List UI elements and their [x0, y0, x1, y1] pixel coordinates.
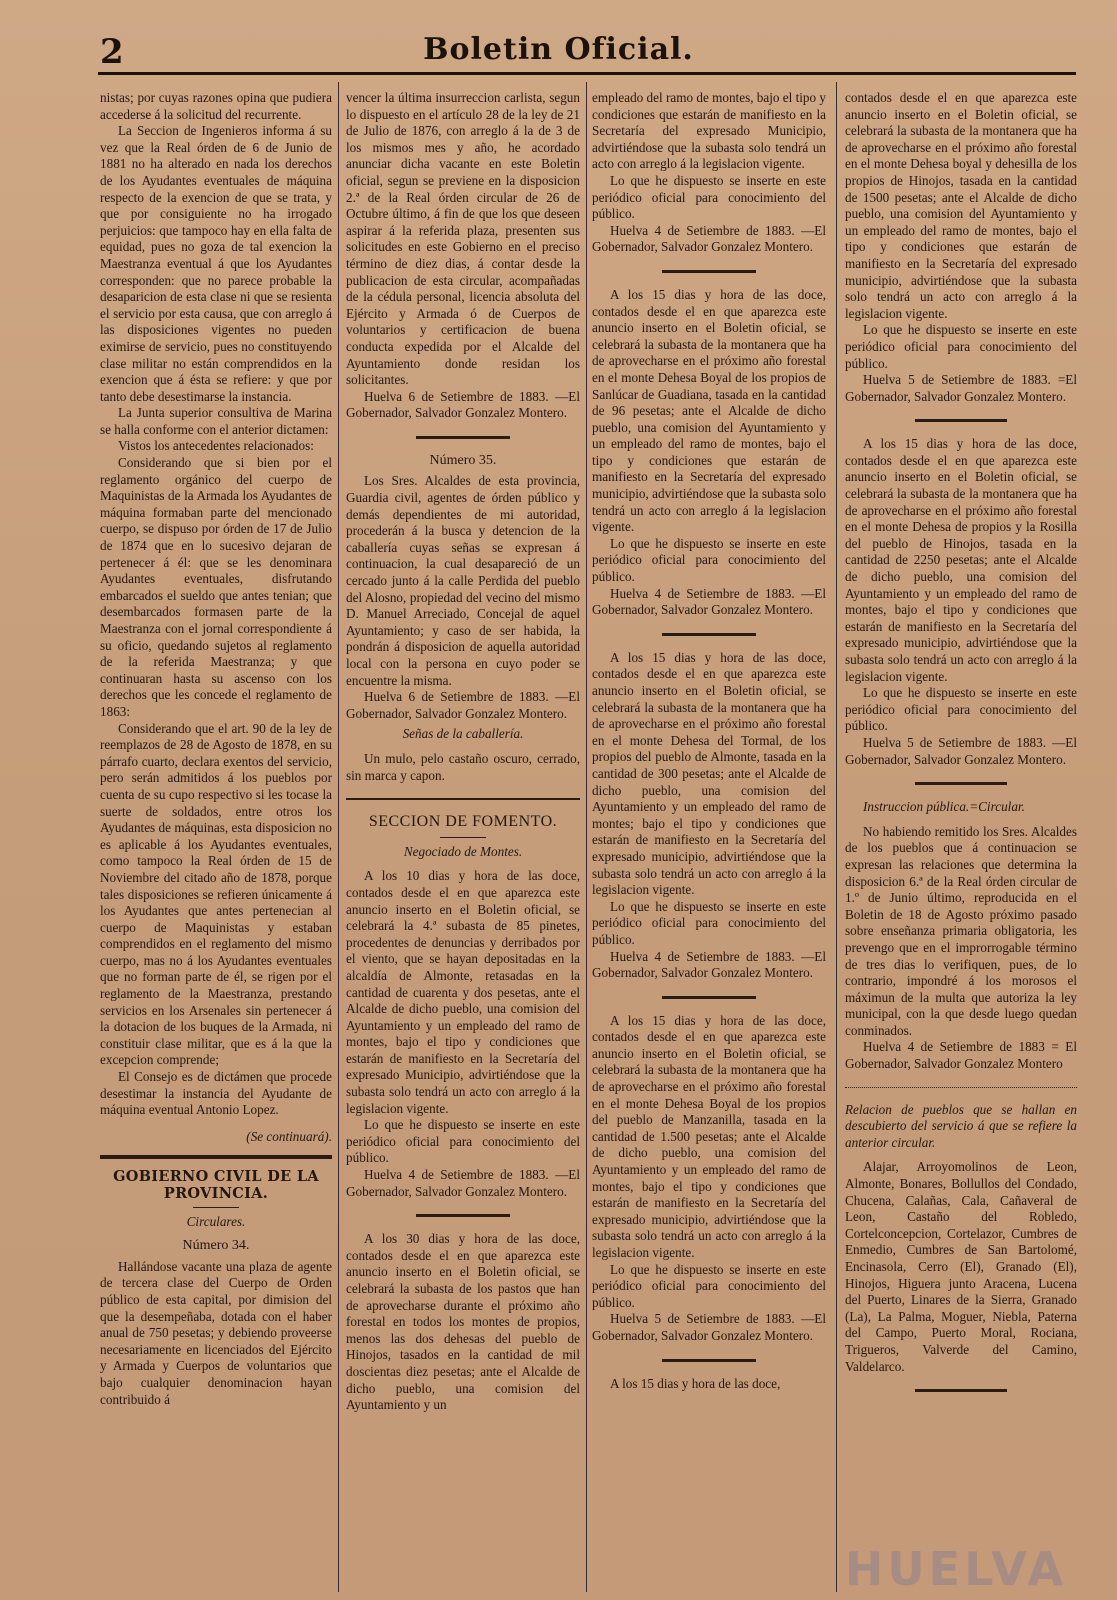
signature: Huelva 4 de Setiembre de 1883. —El Gobernador, Salvador Gonzalez Montero.	[592, 948, 826, 981]
paragraph: nistas; por cuyas razones opina que pudiera accederse á la solicitud del recurrente.	[100, 90, 332, 122]
signature: Huelva 5 de Setiembre de 1883. —El Gobernador, Salvador Gonzalez Montero.	[592, 1311, 826, 1343]
paragraph: Considerando que si bien por el reglamento orgánico del cuerpo de Maquinistas de la Armada los Ayudantes de máquina formaban parte del mencionado cuerpo, se dispuso por órden de 17 de Julio de 1874 que en lo sucesivo dejaran de pertenecer á él: que se les denominara Ayudantes eventuales, disfrutando embarcados el sueldo que antes tenian; que desembarcados formasen parte de la Maestranza con el jornal correspondiente á su oficio, quedando sujetos al reglamento de la referida Maestranza; y que continuaran hasta su ascenso con los derechos que les concede el reglamento de 1863:	[100, 455, 332, 719]
relation-heading: Relacion de pueblos que se hallan en descubierto del servicio á que se refiere la anterior circular.	[845, 1101, 1077, 1150]
separator	[662, 270, 756, 273]
column-divider	[836, 82, 837, 1592]
column-divider	[586, 82, 587, 1592]
separator	[662, 633, 756, 636]
subheading: Circulares.	[186, 1213, 246, 1229]
paragraph: El Consejo es de dictámen que procede desestimar la instancia del Ayudante de máquina eventual Antonio Lopez.	[100, 1069, 332, 1118]
section-heading: SECCION DE FOMENTO.	[368, 813, 558, 831]
paragraph: Lo que he dispuesto se inserte en este periódico oficial para conocimiento del público.	[592, 172, 826, 222]
signature: Huelva 4 de Setiembre de 1883 = El Gobernador, Salvador Gonzalez Montero	[845, 1039, 1077, 1072]
separator	[845, 1087, 1077, 1088]
separator	[416, 436, 510, 439]
subheading: Señas de la caballería.	[402, 726, 524, 742]
column-2	[346, 90, 580, 1590]
paragraph: Lo que he dispuesto se inserte en este periódico oficial para conocimiento del público.	[592, 898, 826, 947]
section-rule	[100, 1155, 332, 1159]
paragraph: Considerando que el art. 90 de la ley de reemplazos de 28 de Agosto de 1878, en su párrafo cuarto, declara exentos del servicio, pero serán admitidos á los pueblos por cuenta de su cupo respectivo si les tocase la suerte de soldados, entre otros los Ayudantes de máquinas, esta disposicion no es aplicable á los Ayudantes eventuales, como tampoco la Real órden de 15 de Noviembre del citado año de 1878, porque tales disposiciones se refieren únicamente á los Ayudantes que antes pertenecian al cuerpo de Maquinistas y estaban comprendidos en el reglamento del mismo cuerpo, mas no á los Ayudantes eventuales que no forman parte de él, se rigen por el reglamento de la Maestranza, prestando servicios en los Arsenales sin pertenecer á la dotacion de los buques de la Armada, ni constituir clase militar, que es á la que la excepcion comprende;	[100, 720, 332, 1068]
item-number: Número 34.	[182, 1238, 250, 1254]
paragraph: empleado del ramo de montes, bajo el tipo y condiciones que estarán de manifiesto en la Secretaría del expresado Municipio, advirtiéndose que la subasta solo tendrá un acto con arreglo á la legislacion vigente.	[592, 90, 826, 172]
separator	[915, 782, 1008, 785]
section-heading: GOBIERNO CIVIL DE LA PROVINCIA.	[113, 1168, 319, 1202]
separator	[662, 1359, 756, 1362]
signature: Huelva 5 de Setiembre de 1883. —El Gobernador, Salvador Gonzalez Montero.	[845, 734, 1077, 767]
signature: Huelva 5 de Setiembre de 1883. =El Gobernador, Salvador Gonzalez Montero.	[845, 372, 1077, 404]
paragraph: Hallándose vacante una plaza de agente de tercera clase del Cuerpo de Orden público de esta capital, por dimision del que la desempeñaba, dotada con el haber anual de 750 pesetas; y debiendo proveerse necesariamente en licenciados del Ejército y Armada y Cuerpos de voluntarios que bajo cualquier denominacion hayan contribuido á	[100, 1258, 332, 1407]
paragraph: No habiendo remitido los Sres. Alcaldes de los pueblos que á continuacion se expresan las relaciones que determina la disposicion 6.ª de la Real órden circular de 1.º de Junio último, reproducida en el Boletin de 18 de Agosto próximo pasado sobre enseñanza primaria obligatoria, les prevengo que en el improrrogable término de tres dias lo verifiquen, pues, de lo contrario, impondré á los morosos el máximun de la multa que autoriza la ley municipal, con la que desde luego quedan conminados.	[845, 823, 1077, 1038]
subheading: Negociado de Montes.	[403, 843, 523, 859]
paragraph: vencer la última insurreccion carlista, segun lo dispuesto en el artículo 28 de la ley de 21 de Julio de 1876, con arreglo á la de 3 de los mismos mes y año, he acordado anunciar dicha vacante en este Boletin oficial, segun se previene en la disposicion 2.ª de la Real órden circular de 26 de Octubre último, á fin de que los que deseen aspirar á la referida plaza, presenten sus solicitudes en este Gobierno en el preciso término de diez dias, á contar desde la publicacion de esta circular, acompañadas de la cédula personal, licencia absoluta del Ejército y Armada ó de Cuerpos de voluntarios y certificacion de buena conducta expedida por el Alcalde del Ayuntamiento donde residan los solicitantes.	[346, 90, 580, 388]
column-3	[592, 90, 826, 1590]
section-rule	[346, 798, 580, 800]
paragraph: A los 15 dias y hora de las doce,	[610, 1375, 781, 1391]
signature: Huelva 6 de Setiembre de 1883. —El Gobernador, Salvador Gonzalez Montero.	[346, 689, 580, 721]
paragraph: A los 15 dias y hora de las doce, contados desde el en que aparezca este anuncio inserto en el Boletin oficial, se celebrará la subasta de la montanera que ha de aprovecharse en el próximo año forestal en el monte Dehesa de propios y la Rosilla del pueblo de Hinojos, tasada en la cantidad de 2250 pesetas; ante el Alcalde de dicho pueblo, una comision del Ayuntamiento y un empleado del ramo de montes, bajo el tipo y condiciones que estarán de manifiesto en la Secretaría del expresado municipio, advirtiéndose que la subasta solo tendrá un acto con arreglo á la legislacion vigente.	[845, 436, 1077, 684]
paragraph: Lo que he dispuesto se inserte en este periódico oficial para conocimiento del público.	[845, 322, 1077, 371]
paragraph: Lo que he dispuesto se inserte en este periódico oficial para conocimiento del público.	[592, 535, 826, 585]
separator	[662, 996, 756, 999]
page-header	[0, 28, 1117, 78]
signature: Huelva 4 de Setiembre de 1883. —El Gobernador, Salvador Gonzalez Montero.	[592, 585, 826, 618]
library-stamp: HUELVA	[844, 1542, 1068, 1596]
paragraph: A los 15 dias y hora de las doce, contados desde el en que aparezca este anuncio inserto en el Boletin oficial, se celebrará la subasta de la montanera que ha de aprovecharse en el próximo año forestal en el monte Dehesa Boyal de los propios del pueblo de Manzanilla, tasada en la cantidad de 1.500 pesetas; ante el Alcalde de dicho pueblo, una comision del Ayuntamiento y un empleado del ramo de montes, bajo el tipo y condiciones que estarán de manifiesto en la Secretaría del expresado municipio, advirtiéndose que la subasta solo tendrá un acto con arreglo á la legislacion vigente.	[592, 1012, 826, 1260]
item-number: Número 35.	[429, 452, 497, 468]
heading-underline	[193, 1207, 239, 1208]
subheading: Instruccion pública.=Circular.	[863, 799, 1025, 815]
masthead-title: Boletin Oficial.	[423, 32, 694, 67]
paragraph: A los 10 dias y hora de las doce, contados desde el en que aparezca este anuncio inserto en el Boletin oficial, se celebrará la 4.ª subasta de 85 pinetes, procedentes de denuncias y derribados por el viento, que se hayan depositadas en la alcaldía de Almonte, retasadas en la cantidad de cuarenta y dos pesetas, ante el Alcalde de dicho pueblo, una comision del Ayuntamiento y un empleado del ramo de montes, bajo el tipo y condiciones que estarán de manifiesto en la Secretaría del expresado Municipio, advirtiéndose que la subasta solo tendrá un acto con arreglo á la legislacion vigente.	[346, 868, 580, 1116]
signature: Huelva 4 de Setiembre de 1883. —El Gobernador, Salvador Gonzalez Montero.	[592, 222, 826, 255]
separator	[915, 1389, 1008, 1392]
header-rule	[98, 72, 1076, 75]
separator	[915, 419, 1008, 422]
paragraph: Alajar, Arroyomolinos de Leon, Almonte, Bonares, Bollullos del Condado, Chucena, Calañas, Cala, Cañaveral de Leon, Castaño del Robledo, Cortelconcepcion, Cortelazor, Cumbres de Enmedio, Cumbres de San Bartolomé, Encinasola, Cerro (El), Granado (El), Hinojos, Higuera junto Aracena, Lucena del Puerto, Linares de la Sierra, Granado (La), La Palma, Moguer, Niebla, Paterna del Campo, Puerto Moral, Rociana, Trigueros, Valverde del Camino, Valdelarco.	[845, 1159, 1077, 1374]
paragraph: Los Sres. Alcaldes de esta provincia, Guardia civil, agentes de órden público y demás dependientes de mi autoridad, procederán á la busca y detencion de la caballería cuyas señas se expresan á continuacion, la cual desapareció de un cercado junto á la calle Perdida del pueblo del Alosno, propiedad del vecino del mismo D. Manuel Arreciado, Concejal de aquel Ayuntamiento; y caso de ser habida, la pondrán á disposicion de aquella autoridad local con la persona en cuyo poder se encuentre la misma.	[346, 473, 580, 688]
signature: Huelva 6 de Setiembre de 1883. —El Gobernador, Salvador Gonzalez Montero.	[346, 388, 580, 421]
heading-underline	[440, 837, 487, 838]
paragraph: Lo que he dispuesto se inserte en este periódico oficial para conocimiento del público.	[346, 1117, 580, 1166]
column-4	[845, 90, 1077, 1590]
paragraph: La Seccion de Ingenieros informa á su vez que la Real órden de 6 de Junio de 1881 no ha alterado en nada los derechos de los Ayudantes eventuales de máquina respecto de la exencion de que se trata, y que por consiguiente no ha irrogado perjuicios: que tampoco hay en ella falta de equidad, pues no goza de tal exencion la Maestranza eventual á que los Ayudantes corresponden: que no parece probable la desaparicion de esta clase ni que se resienta el servicio por esta causa, que con arreglo á las disposiciones vigentes no pueden eximirse de servicio, pues no constituyendo clase militar no están comprendidos en la exencion que á ésta se refiere: y que por tanto debe desestimarse la instancia.	[100, 123, 332, 404]
signature: Huelva 4 de Setiembre de 1883. —El Gobernador, Salvador Gonzalez Montero.	[346, 1167, 580, 1199]
paragraph: Lo que he dispuesto se inserte en este periódico oficial para conocimiento del público.	[592, 1261, 826, 1310]
column-divider	[338, 82, 339, 1592]
paragraph: Lo que he dispuesto se inserte en este periódico oficial para conocimiento del público.	[845, 685, 1077, 734]
column-1	[100, 90, 332, 1590]
paragraph: contados desde el en que aparezca este anuncio inserto en el Boletin oficial, se celebrará la subasta de la montanera que ha de aprovecharse en el próximo año forestal en el monte Dehesa boyal y dehesilla de los propios de Hinojos, tasada en la cantidad de 1500 pesetas; ante el Alcalde de dicho pueblo, una comision del Ayuntamiento y un empleado del ramo de montes, bajo el tipo y condiciones que estarán de manifiesto en la Secretaría del expresado municipio, advirtiéndose que la subasta solo tendrá un acto con arreglo á la legislacion vigente.	[845, 90, 1077, 321]
page-number: 2	[100, 32, 124, 72]
paragraph: A los 30 dias y hora de las doce, contados desde el en que aparezca este anuncio inserto en el Boletin oficial, se celebrará la subasta de los pastos que han de aprovecharse durante el próximo año forestal en todos los montes de propios, menos las dos dehesas del pueblo de Hinojos, tasados en la cantidad de mil doscientas diez pesetas; ante el Alcalde de dicho pueblo, una comision del Ayuntamiento y un	[346, 1231, 580, 1413]
paragraph: Un mulo, pelo castaño oscuro, cerrado, sin marca y capon.	[346, 750, 580, 783]
separator	[416, 1214, 510, 1217]
paragraph: A los 15 dias y hora de las doce, contados desde el en que aparezca este anuncio inserto en el Boletin oficial, se celebrará la subasta de la montanera que ha de aprovecharse en el próximo año forestal en el monte Dehesa del Tormal, de los propios del pueblo de Almonte, tasada en la cantidad de 300 pesetas; ante el Alcalde de dicho pueblo, una comision del Ayuntamiento y un empleado del ramo de montes; bajo el tipo y condiciones que estarán de manifiesto en la Secretaría del expresado municipio, advirtiéndose que la subasta solo tendrá un acto con arreglo á la legislacion vigente.	[592, 649, 826, 898]
paragraph: A los 15 dias y hora de las doce, contados desde el en que aparezca este anuncio inserto en el Boletin oficial, se celebrará la subasta de la montanera que ha de aprovecharse en el próximo año forestal en el monte Dehesa Boyal de los propios de Sanlúcar de Guadiana, tasada en la cantidad de 96 pesetas; ante el Alcalde de dicho pueblo, una comision del Ayuntamiento y un empleado del ramo de montes, bajo el tipo y condiciones que estarán de manifiesto en la Secretaría del expresado municipio, advirtiéndose que la subasta solo tendrá un acto con arreglo á la legislacion vigente.	[592, 286, 826, 535]
continuation-note: (Se continuará).	[246, 1128, 332, 1144]
paragraph: La Junta superior consultiva de Marina se halla conforme con el anterior dictamen:	[100, 405, 332, 437]
paragraph: Vistos los antecedentes relacionados:	[118, 438, 314, 454]
